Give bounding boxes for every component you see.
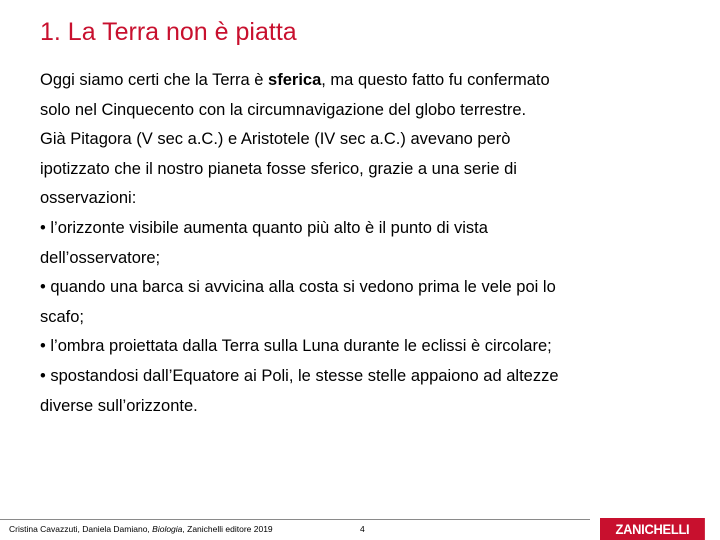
- footer-authors: Cristina Cavazzuti, Daniela Damiano,: [9, 524, 153, 534]
- body-line: solo nel Cinquecento con la circumnavigazione del globo terrestre.: [40, 100, 527, 119]
- page-number: 4: [360, 524, 365, 534]
- bullet-item: • spostandosi dall’Equatore ai Poli, le stesse stelle appaiono ad altezze: [40, 366, 559, 385]
- bullet-item: • l’ombra proiettata dalla Terra sulla Luna durante le eclissi è circolare;: [40, 337, 552, 356]
- footer-book-title: Biologia: [152, 524, 183, 534]
- bullet-continuation: dell’osservatore;: [40, 248, 161, 267]
- footer-divider: [0, 519, 590, 520]
- body-text: [40, 66, 700, 421]
- body-line: ipotizzato che il nostro pianeta fosse sferico, grazie a una serie di: [40, 159, 517, 178]
- body-line: osservazioni:: [40, 189, 137, 208]
- body-text-run: , ma questo fatto fu confermato: [321, 71, 550, 89]
- body-text-run: Oggi siamo certi che la Terra è: [40, 71, 269, 89]
- slide-title: 1. La Terra non è piatta: [40, 18, 297, 46]
- bullet-item: • l’orizzonte visibile aumenta quanto più alto è il punto di vista: [40, 218, 488, 237]
- body-line: [40, 66, 700, 96]
- bullet-continuation: scafo;: [40, 307, 85, 326]
- bullet-continuation: diverse sull’orizzonte.: [40, 396, 198, 415]
- zanichelli-logo: ZANICHELLI: [600, 518, 705, 540]
- footer-publisher: , Zanichelli editore 2019: [182, 524, 273, 534]
- body-line: Già Pitagora (V sec a.C.) e Aristotele (IV sec a.C.) avevano però: [40, 130, 511, 149]
- bullet-item: • quando una barca si avvicina alla costa si vedono prima le vele poi lo: [40, 278, 556, 297]
- bold-term: sferica: [268, 71, 322, 89]
- footer-credit: [9, 524, 273, 534]
